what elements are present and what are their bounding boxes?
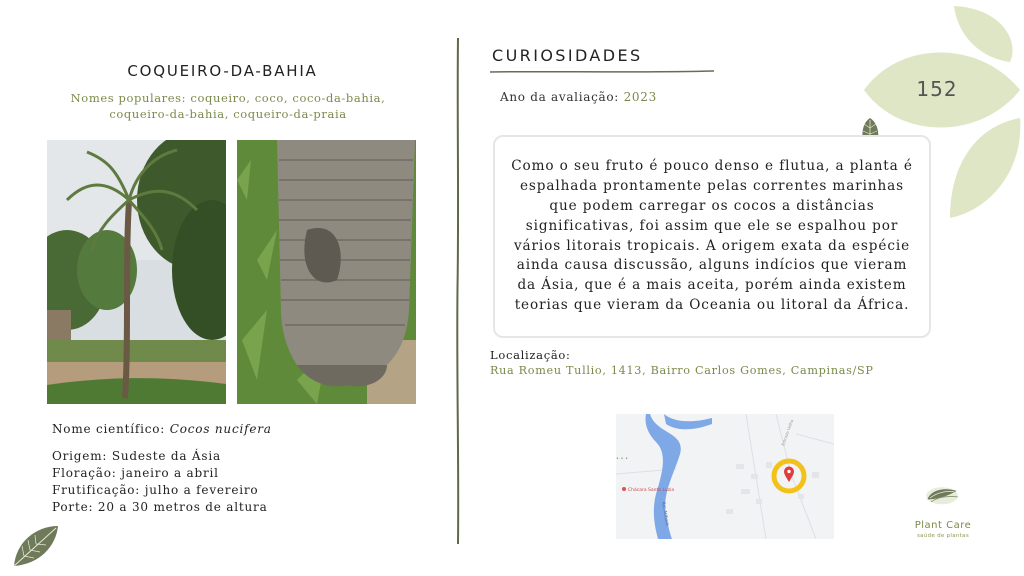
plant-title: COQUEIRO-DA-BAHIA bbox=[127, 62, 318, 80]
popular-names bbox=[50, 90, 406, 122]
evaluation-year-value: 2023 bbox=[623, 90, 657, 104]
map-place-label: Chácara Santa Luzia bbox=[628, 488, 675, 493]
evaluation-year-label: Ano da avaliação: bbox=[500, 90, 620, 104]
scientific-name-row bbox=[52, 422, 272, 436]
fact-size: Porte: 20 a 30 metros de altura bbox=[52, 500, 268, 514]
curiosity-text: Como o seu fruto é pouco denso e flutua, a planta é espalhada prontamente pelas correntes marinhas que podem carregar os cocos a distâncias significativas, foi assim que ele se espalhou por vários litorais tropicais. A origem exata da espécie ainda causa discussão, alguns indícios que vieram da Ásia, que é a mais aceita, porém ainda existem teorias que vieram da Oceania ou litoral da África. bbox=[511, 158, 913, 313]
leaf-icon-bottom-left bbox=[10, 522, 62, 568]
scientific-name: Cocos nucifera bbox=[169, 422, 272, 436]
brand-name: Plant Care bbox=[914, 520, 972, 531]
location-label: Localização: bbox=[490, 348, 571, 362]
evaluation-year bbox=[500, 90, 657, 104]
map-river-label: Rio Atibaia bbox=[660, 501, 670, 527]
brand-tagline: saúde de plantas bbox=[916, 533, 970, 539]
vertical-divider bbox=[454, 38, 462, 544]
photo-palm-tree bbox=[47, 140, 226, 404]
page-number: 152 bbox=[916, 77, 958, 101]
location-map[interactable] bbox=[616, 414, 834, 539]
popular-names-line-2: coqueiro-da-bahia, coqueiro-da-praia bbox=[109, 107, 347, 121]
curiosities-title: CURIOSIDADES bbox=[492, 46, 643, 65]
scientific-name-label: Nome científico: bbox=[52, 422, 166, 436]
fact-fruiting: Frutificação: julho a fevereiro bbox=[52, 483, 259, 497]
curiosity-card bbox=[493, 135, 931, 338]
plant-care-logo bbox=[902, 486, 982, 520]
map-road-label: Estrada Velha bbox=[780, 418, 795, 447]
title-underline bbox=[490, 68, 714, 76]
photo-palm-trunk bbox=[237, 140, 416, 404]
popular-names-line-1: Nomes populares: coqueiro, coco, coco-da-bahia, bbox=[70, 91, 386, 105]
location-address: Rua Romeu Tullio, 1413, Bairro Carlos Gomes, Campinas/SP bbox=[490, 364, 874, 377]
fact-flowering: Floração: janeiro a abril bbox=[52, 466, 219, 480]
fact-origin: Origem: Sudeste da Ásia bbox=[52, 449, 221, 463]
svg-text:• • •: • • • bbox=[616, 456, 629, 462]
plant-facts bbox=[52, 448, 268, 516]
